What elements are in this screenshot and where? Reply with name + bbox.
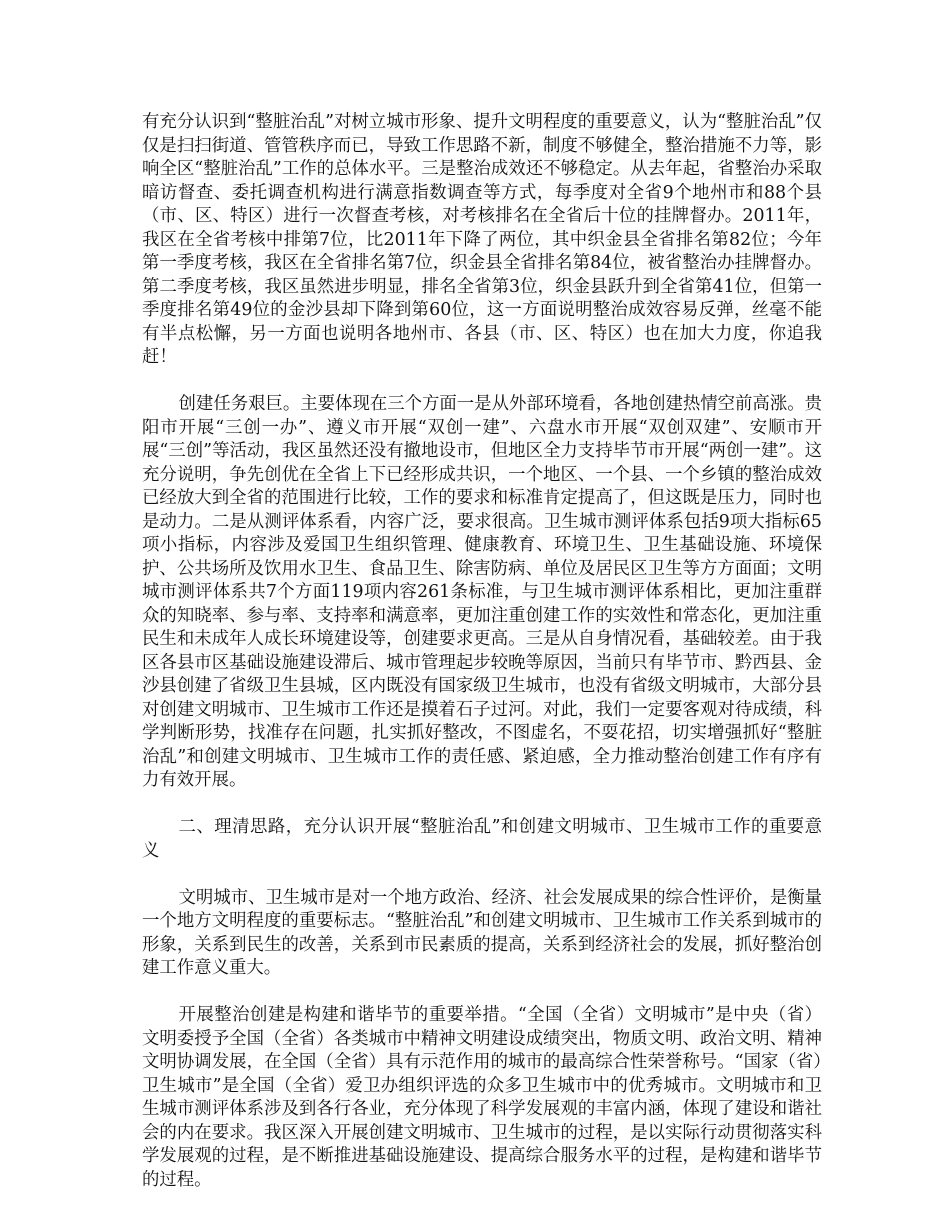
paragraph-4: 开展整治创建是构建和谐毕节的重要举措。“全国（全省）文明城市”是中央（省）文明委授予全国（全省）各类城市中精神文明建设成绩突出，物质文明、政治文明、精神文明协调发展，在全国（全省）具有示范作用的城市的最高综合性荣誉称号。“国家（省）卫生城市”是全国（全省）爱卫办组织评选的众多卫生城市中的优秀城市。文明城市和卫生城市测评体系涉及到各行各业，充分体现了科学发展观的丰富内涵，体现了建设和谐社会的内在要求。我区深入开展创建文明城市、卫生城市的过程，是以实际行动贯彻落实科学发展观的过程，是不断推进基础设施建设、提高综合服务水平的过程，是构建和谐毕节的过程。: [142, 1005, 822, 1190]
paragraph-1: 有充分认识到“整脏治乱”对树立城市形象、提升文明程度的重要意义，认为“整脏治乱”仅仅是扫扫街道、管管秩序而已，导致工作思路不新，制度不够健全，整治措施不力等，影响全区“整脏治乱”工作的总体水平。三是整治成效还不够稳定。从去年起，省整治办采取暗访督查、委托调查机构进行满意指数调查等方式，每季度对全省9个地州市和88个县（市、区、特区）进行一次督查考核，对考核排名在全省后十位的挂牌督办。2011年，我区在全省考核中排第7位，比2011年下降了两位，其中织金县全省排名第82位；今年第一季度考核，我区在全省排名第7位，织金县全省排名第84位，被省整治办挂牌督办。第二季度考核，我区虽然进步明显，排名全省第3位，织金县跃升到全省第41位，但第一季度排名第49位的金沙县却下降到第60位，这一方面说明整治成效容易反弹，丝毫不能有半点松懈，另一方面也说明各地州市、各县（市、区、特区）也在加大力度，你追我赶！: [142, 112, 822, 367]
section-heading: 二、理清思路，充分认识开展“整脏治乱”和创建文明城市、卫生城市工作的重要意义: [142, 817, 822, 861]
document-page: [142, 111, 822, 1216]
paragraph-3: 文明城市、卫生城市是对一个地方政治、经济、社会发展成果的综合性评价，是衡量一个地方文明程度的重要标志。“整脏治乱”和创建文明城市、卫生城市工作关系到城市的形象，关系到民生的改善，关系到市民素质的提高，关系到经济社会的发展，抓好整治创建工作意义重大。: [142, 887, 822, 978]
paragraph-2: 创建任务艰巨。主要体现在三个方面一是从外部环境看，各地创建热情空前高涨。贵阳市开展“三创一办”、遵义市开展“双创一建”、六盘水市开展“双创双建”、安顺市开展“三创”等活动，我区虽然还没有撤地设市，但地区全力支持毕节市开展“两创一建”。这充分说明，争先创优在全省上下已经形成共识，一个地区、一个县、一个乡镇的整治成效已经放大到全省的范围进行比较，工作的要求和标准肯定提高了，但这既是压力，同时也是动力。二是从测评体系看，内容广泛，要求很高。卫生城市测评体系包括9项大指标65项小指标，内容涉及爱国卫生组织管理、健康教育、环境卫生、卫生基础设施、环境保护、公共场所及饮用水卫生、食品卫生、除害防病、单位及居民区卫生等方方面面；文明城市测评体系共7个方面119项内容261条标准，与卫生城市测评体系相比，更加注重群众的知晓率、参与率、支持率和满意率，更加注重创建工作的实效性和常态化，更加注重民生和未成年人成长环境建设等，创建要求更高。三是从自身情况看，基础较差。由于我区各县市区基础设施建设滞后、城市管理起步较晚等原因，当前只有毕节市、黔西县、金沙县创建了省级卫生县城，区内既没有国家级卫生城市，也没有省级文明城市，大部分县对创建文明城市、卫生城市工作还是摸着石子过河。对此，我们一定要客观对待成绩，科学判断形势，找准存在问题，扎实抓好整改，不图虚名，不耍花招，切实增强抓好“整脏治乱”和创建文明城市、卫生城市工作的责任感、紧迫感，全力推动整治创建工作有序有力有效开展。: [142, 394, 822, 790]
